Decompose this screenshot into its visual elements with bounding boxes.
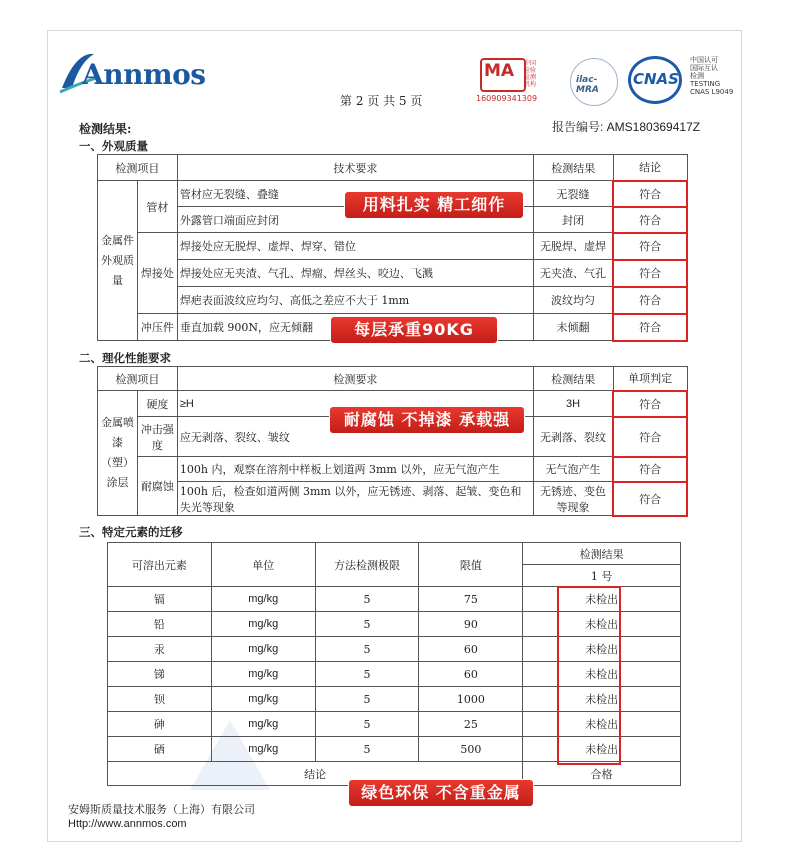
table-cell: 镉	[108, 587, 212, 612]
ilac-mra-mark: ilac-MRA	[570, 58, 618, 106]
category-cell: 金属件外观质量	[98, 181, 138, 341]
table-cell: 符合	[613, 457, 687, 482]
table-cell: 5	[315, 612, 419, 637]
table-cell: 未检出	[523, 662, 681, 687]
table-cell: 90	[419, 612, 523, 637]
table-cell: 冲压件	[137, 314, 177, 341]
table-cell: 无锈迹、变色等现象	[533, 482, 613, 516]
table-cell: 垂直加载 900N，应无倾翻	[177, 314, 533, 341]
table-cell: 符合	[613, 233, 687, 260]
table-cell: mg/kg	[211, 737, 315, 762]
table-cell: mg/kg	[211, 637, 315, 662]
table-cell: 100h 内，观察在溶剂中样板上划道两 3mm 以外，应无气泡产生	[177, 457, 533, 482]
table-cell: 钡	[108, 687, 212, 712]
table-cell: 封闭	[533, 207, 613, 233]
table-cell: mg/kg	[211, 587, 315, 612]
table-cell: mg/kg	[211, 712, 315, 737]
banner-craftsmanship: 用料扎实 精工细作	[345, 192, 523, 218]
report-number: 报告编号: AMS180369417Z	[552, 120, 701, 134]
table-cell: 冲击强度	[137, 417, 177, 457]
section2-title: 二、理化性能要求	[79, 351, 171, 365]
table-cell: 检测要求	[177, 367, 533, 391]
table-cell: 结论	[108, 762, 523, 786]
table-cell: 单项判定	[613, 367, 687, 391]
table-cell: 符合	[613, 482, 687, 516]
table-cell: 无裂缝	[533, 181, 613, 207]
table-cell: 检测结果	[523, 543, 681, 565]
table-cell: 100h 后，检查如道两侧 3mm 以外，应无锈迹、剥落、起皱、变色和失光等现象	[177, 482, 533, 516]
table-cell: 焊疤表面波纹应均匀、高低之差应不大于 1mm	[177, 287, 533, 314]
table-cell: 检测项目	[98, 367, 178, 391]
table-cell: 1 号	[523, 565, 681, 587]
table-cell: 管材应无裂缝、叠缝	[177, 181, 533, 207]
cnas-caption: 中国认可 国际互认 检测 TESTING CNAS L9049	[690, 56, 734, 96]
banner-load-capacity: 每层承重90KG	[331, 317, 497, 343]
table-cell: 可溶出元素	[108, 543, 212, 587]
table-cell: 焊接处	[137, 233, 177, 314]
table-cell: 技术要求	[177, 155, 533, 181]
table-cell: 锑	[108, 662, 212, 687]
table-cell: 检测项目	[98, 155, 178, 181]
table-cell: 方法检测极限	[315, 543, 419, 587]
table-cell: 单位	[211, 543, 315, 587]
table-cell: 应无剥落、裂纹、皱纹	[177, 417, 533, 457]
table-cell: 60	[419, 662, 523, 687]
table-cell: 符合	[613, 260, 687, 287]
table-cell: 检测结果	[533, 367, 613, 391]
table-cell: 未倾翻	[533, 314, 613, 341]
table-cell: 检测结果	[533, 155, 613, 181]
table-cell: 500	[419, 737, 523, 762]
table-cell: 5	[315, 737, 419, 762]
results-highlight-box	[557, 586, 621, 765]
table-cell: 25	[419, 712, 523, 737]
appearance-table	[97, 154, 688, 342]
table-cell: mg/kg	[211, 687, 315, 712]
table-cell: 符合	[613, 181, 687, 207]
table-cell: 无脱焊、虚焊	[533, 233, 613, 260]
table-cell: 无气泡产生	[533, 457, 613, 482]
table-cell: 符合	[613, 314, 687, 341]
table-cell: 波纹均匀	[533, 287, 613, 314]
certification-logos	[476, 52, 738, 112]
table-cell: 硒	[108, 737, 212, 762]
table-cell: 外露管口端面应封闭	[177, 207, 533, 233]
table-cell: 耐腐蚀	[137, 457, 177, 516]
cnas-mark: CNAS	[628, 56, 684, 106]
table-cell: 75	[419, 587, 523, 612]
table-cell: 管材	[137, 181, 177, 233]
table-cell: 符合	[613, 207, 687, 233]
table-cell: mg/kg	[211, 662, 315, 687]
section1-title: 一、外观质量	[79, 139, 148, 153]
table-cell: 铅	[108, 612, 212, 637]
table-cell: 焊接处应无脱焊、虚焊、焊穿、错位	[177, 233, 533, 260]
table-cell: 汞	[108, 637, 212, 662]
page-number: 第 2 页 共 5 页	[340, 94, 423, 108]
table-cell: 无剥落、裂纹	[533, 417, 613, 457]
table-cell: 未检出	[523, 612, 681, 637]
table-cell: 无夹渣、气孔	[533, 260, 613, 287]
table-cell: 5	[315, 662, 419, 687]
table-cell: 60	[419, 637, 523, 662]
table-cell: 未检出	[523, 587, 681, 612]
table-cell: 未检出	[523, 712, 681, 737]
results-title: 检测结果:	[79, 122, 132, 136]
section3-title: 三、特定元素的迁移	[79, 525, 183, 539]
table-cell: 符合	[613, 391, 687, 417]
table-cell: mg/kg	[211, 612, 315, 637]
banner-eco: 绿色环保 不含重金属	[349, 780, 533, 806]
footer-url[interactable]: Http://www.annmos.com	[68, 818, 187, 830]
table-cell: 未检出	[523, 687, 681, 712]
table-cell: 金属喷漆（塑）涂层	[98, 391, 138, 516]
table-cell: 符合	[613, 417, 687, 457]
physchem-table	[97, 366, 688, 517]
table-cell: 未检出	[523, 637, 681, 662]
table-cell: 5	[315, 687, 419, 712]
table-cell: 焊接处应无夹渣、气孔、焊瘤、焊丝头、咬边、飞溅	[177, 260, 533, 287]
table-cell: 5	[315, 587, 419, 612]
table-cell: 符合	[613, 287, 687, 314]
cma-mark: MA 中国检验检测机构 160909341309	[476, 60, 538, 103]
table-cell: 硬度	[137, 391, 177, 417]
table-cell: 合格	[523, 762, 681, 786]
table-cell: 5	[315, 712, 419, 737]
footer-company: 安姆斯质量技术服务（上海）有限公司	[68, 803, 255, 816]
table-cell: 限值	[419, 543, 523, 587]
table-cell: 5	[315, 637, 419, 662]
table-cell: 1000	[419, 687, 523, 712]
banner-corrosion: 耐腐蚀 不掉漆 承载强	[330, 407, 524, 433]
annmos-logo	[58, 48, 208, 108]
logo-text: Annmos	[82, 58, 206, 91]
table-cell: 结论	[613, 155, 687, 181]
table-cell: ≥H	[177, 391, 533, 417]
table-cell: 砷	[108, 712, 212, 737]
table-cell: 3H	[533, 391, 613, 417]
table-cell: 未检出	[523, 737, 681, 762]
